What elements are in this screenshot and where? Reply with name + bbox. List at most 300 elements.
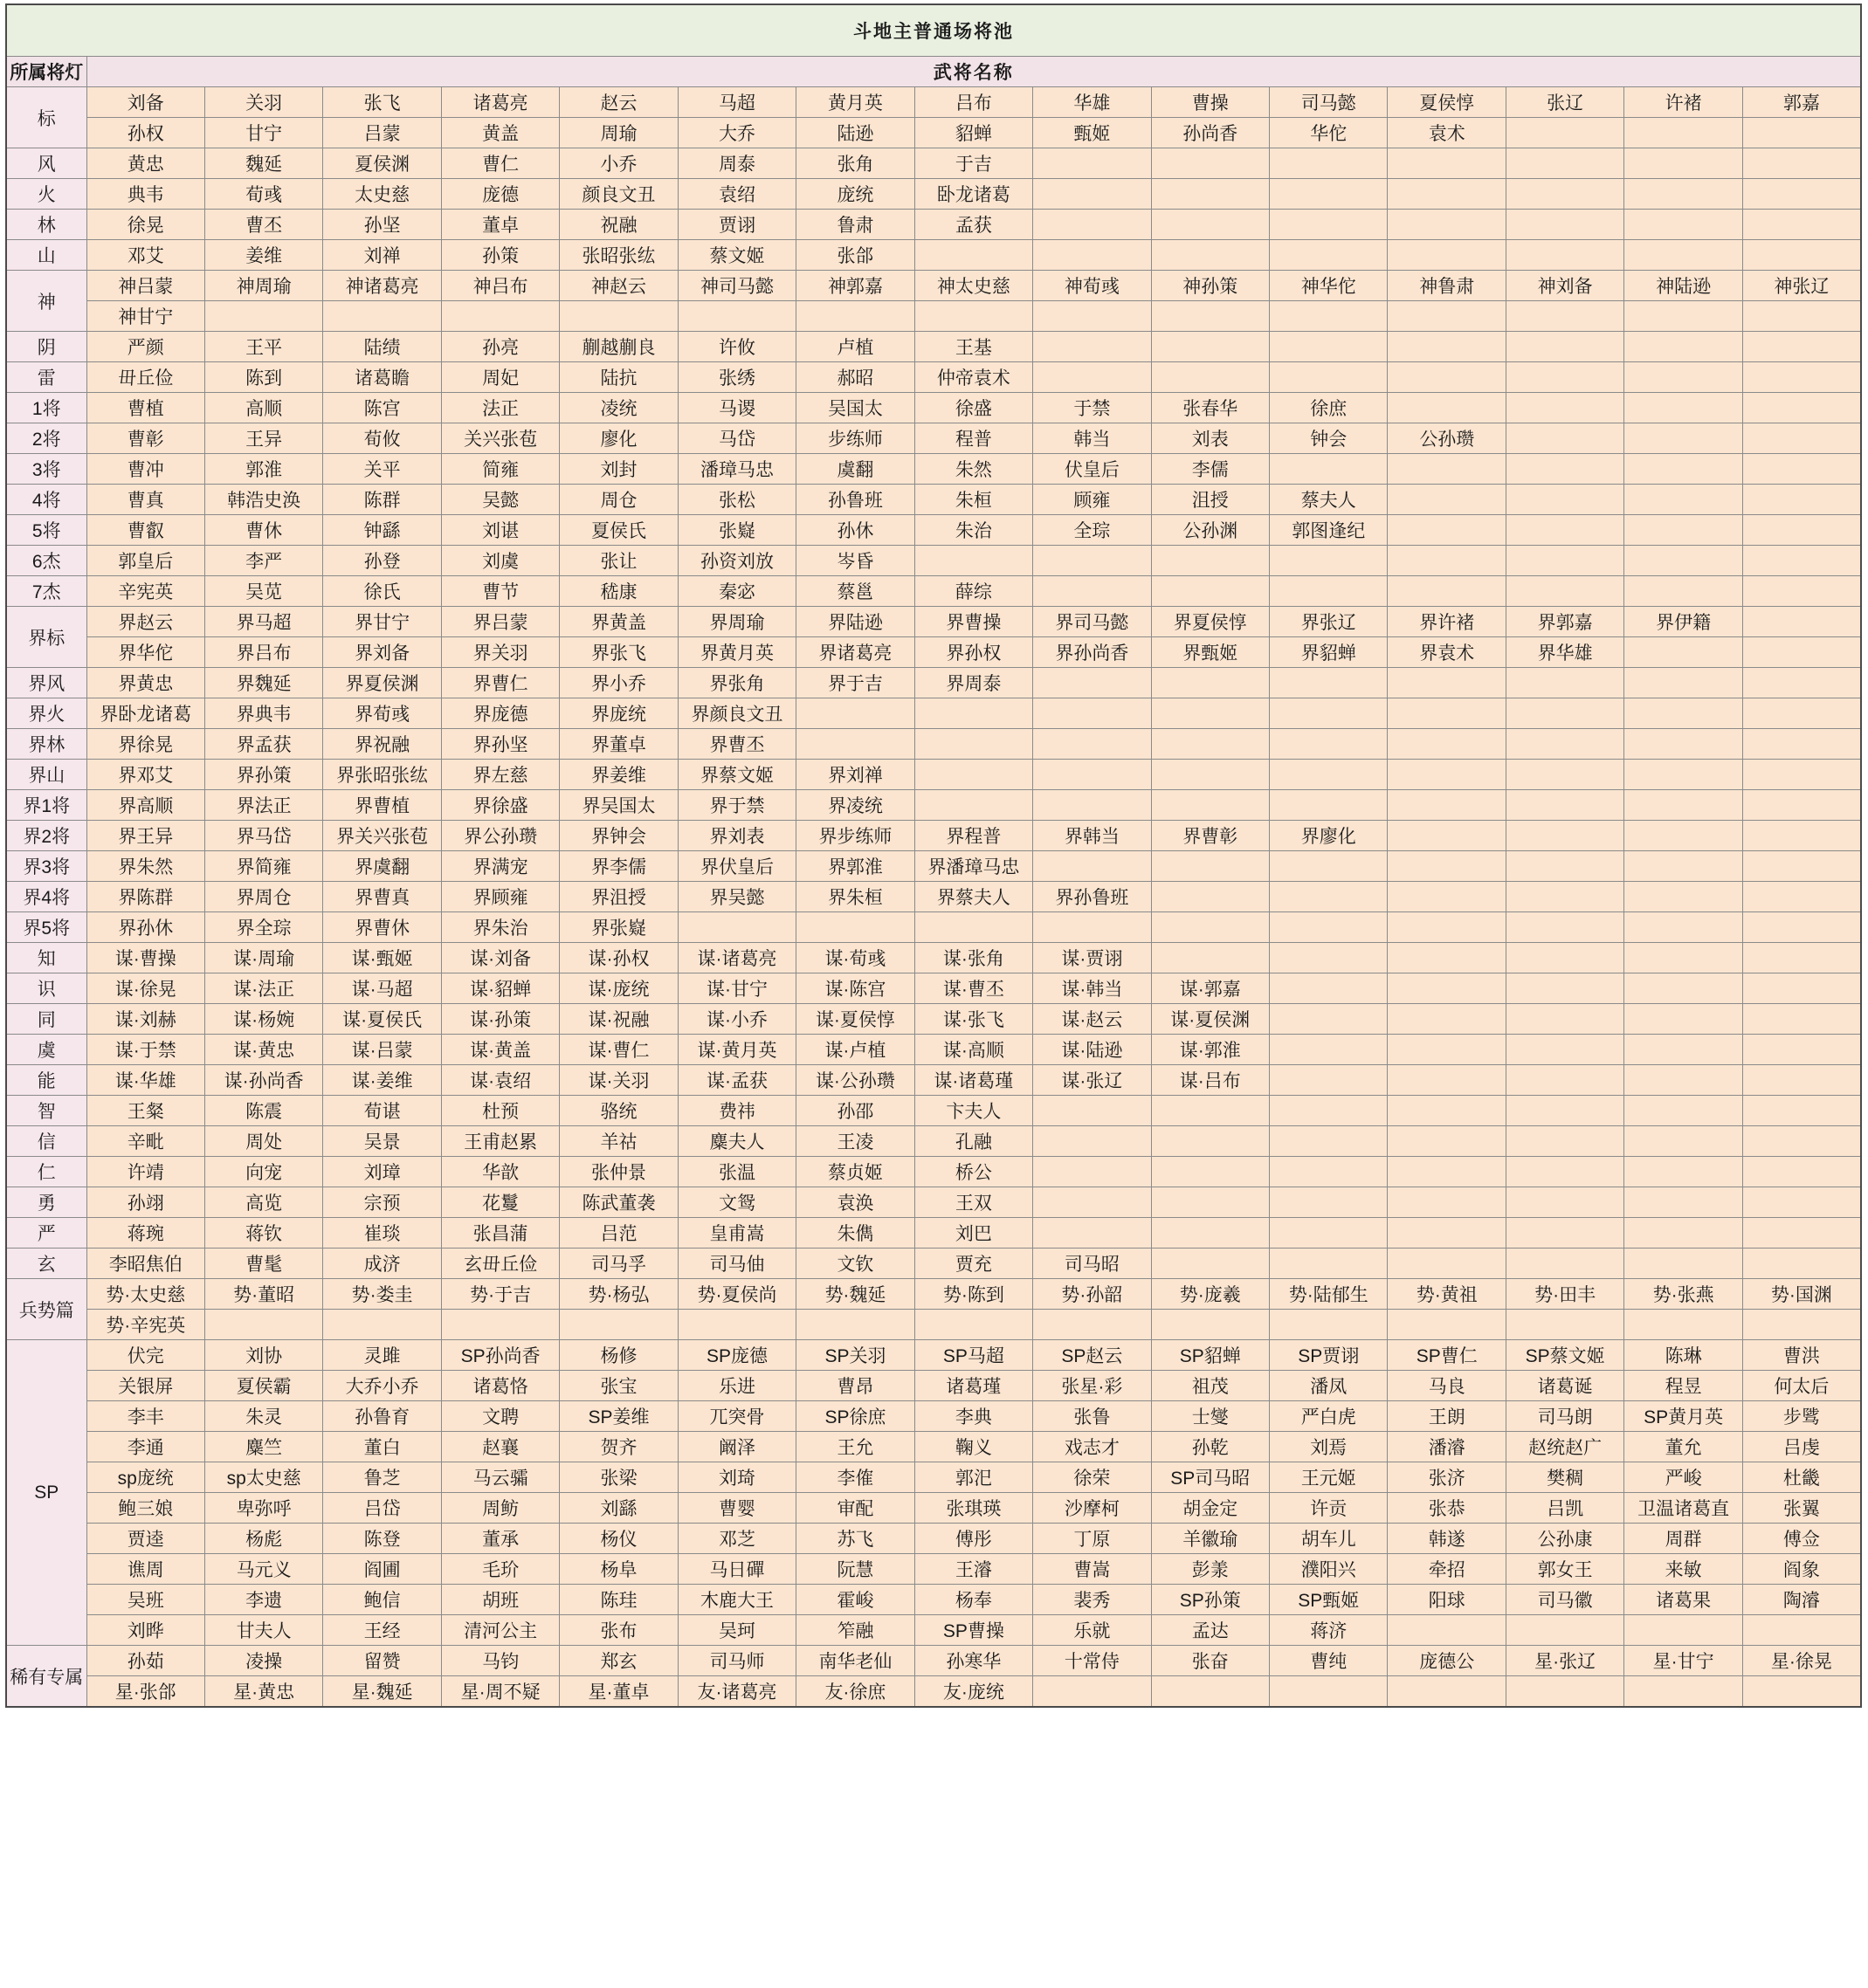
empty-cell <box>1624 698 1742 729</box>
empty-cell <box>1270 973 1388 1004</box>
hero-name-cell: 杜预 <box>441 1096 559 1126</box>
hero-name-cell: 伏皇后 <box>1033 454 1151 485</box>
hero-name-cell: 马岱 <box>678 423 796 454</box>
hero-name-cell: 谋·夏侯氏 <box>323 1004 441 1035</box>
hero-name-cell: 孟获 <box>914 210 1032 240</box>
empty-cell <box>1388 1187 1506 1218</box>
hero-name-cell: 界曹彰 <box>1151 821 1269 851</box>
hero-name-cell: 赵云 <box>560 87 678 118</box>
hero-name-cell: 文聘 <box>441 1401 559 1432</box>
hero-name-cell: 刘晔 <box>86 1615 204 1646</box>
empty-cell <box>1506 210 1623 240</box>
empty-cell <box>1270 362 1388 393</box>
hero-name-cell: 谋·姜维 <box>323 1065 441 1096</box>
table-row <box>6 821 1861 851</box>
hero-name-cell: 界徐晃 <box>86 729 204 760</box>
lamp-label-cell: 6杰 <box>6 546 86 576</box>
hero-name-cell: 诸葛瞻 <box>323 362 441 393</box>
hero-name-cell: 诸葛恪 <box>441 1371 559 1401</box>
hero-name-cell: 谋·贾诩 <box>1033 943 1151 973</box>
empty-cell <box>796 729 914 760</box>
empty-cell <box>1033 546 1151 576</box>
empty-cell <box>1033 1096 1151 1126</box>
hero-name-cell: 朱然 <box>914 454 1032 485</box>
table-row <box>6 1065 1861 1096</box>
hero-name-cell: 界高顺 <box>86 790 204 821</box>
hero-name-cell: 曹丕 <box>204 210 322 240</box>
empty-cell <box>1624 576 1742 607</box>
table-row <box>6 87 1861 118</box>
hero-name-cell: 嵇康 <box>560 576 678 607</box>
table-row <box>6 179 1861 210</box>
hero-name-cell: 濮阳兴 <box>1270 1554 1388 1585</box>
empty-cell <box>1624 729 1742 760</box>
lamp-label-cell: 信 <box>6 1126 86 1157</box>
hero-name-cell: 曹休 <box>204 515 322 546</box>
hero-name-cell: 刘表 <box>1151 423 1269 454</box>
hero-name-cell: 王异 <box>204 423 322 454</box>
empty-cell <box>1742 1065 1861 1096</box>
hero-name-cell: 谋·黄忠 <box>204 1035 322 1065</box>
hero-name-cell: 徐氏 <box>323 576 441 607</box>
table-row <box>6 546 1861 576</box>
hero-name-cell: 李遗 <box>204 1585 322 1615</box>
hero-name-cell: 势·杨弘 <box>560 1279 678 1310</box>
lamp-label-cell: 仁 <box>6 1157 86 1187</box>
hero-name-cell: 势·于吉 <box>441 1279 559 1310</box>
hero-name-cell: SP黄月英 <box>1624 1401 1742 1432</box>
empty-cell <box>1624 118 1742 148</box>
empty-cell <box>678 301 796 332</box>
hero-name-cell: 界祝融 <box>323 729 441 760</box>
hero-name-cell: SP曹仁 <box>1388 1340 1506 1371</box>
hero-name-cell: 诸葛果 <box>1624 1585 1742 1615</box>
empty-cell <box>204 301 322 332</box>
hero-name-cell: 关兴张苞 <box>441 423 559 454</box>
empty-cell <box>1506 882 1623 912</box>
hero-name-cell: 张绣 <box>678 362 796 393</box>
hero-name-cell: 张梁 <box>560 1462 678 1493</box>
table-row <box>6 1218 1861 1249</box>
hero-name-cell: 毌丘俭 <box>86 362 204 393</box>
hero-name-cell: 董卓 <box>441 210 559 240</box>
hero-name-cell: 邓芝 <box>678 1524 796 1554</box>
empty-cell <box>1151 301 1269 332</box>
hero-name-cell: 谋·于禁 <box>86 1035 204 1065</box>
hero-name-cell: 谋·夏侯惇 <box>796 1004 914 1035</box>
hero-name-cell: 界张飞 <box>560 637 678 668</box>
empty-cell <box>1742 1310 1861 1340</box>
empty-cell <box>1270 332 1388 362</box>
empty-cell <box>1624 1096 1742 1126</box>
hero-name-cell: 祖茂 <box>1151 1371 1269 1401</box>
table-row <box>6 790 1861 821</box>
hero-name-cell: 张翼 <box>1742 1493 1861 1524</box>
hero-name-cell: 马钧 <box>441 1646 559 1676</box>
hero-name-cell: 界公孙瓒 <box>441 821 559 851</box>
hero-name-cell: 严峻 <box>1624 1462 1742 1493</box>
empty-cell <box>1742 1249 1861 1279</box>
hero-name-cell: 势·董昭 <box>204 1279 322 1310</box>
table-row <box>6 1187 1861 1218</box>
hero-name-cell: 界曹休 <box>323 912 441 943</box>
hero-name-cell: 谋·郭淮 <box>1151 1035 1269 1065</box>
empty-cell <box>1506 301 1623 332</box>
hero-name-cell: 李通 <box>86 1432 204 1462</box>
hero-name-cell: 谋·关羽 <box>560 1065 678 1096</box>
hero-name-cell: 谋·徐晃 <box>86 973 204 1004</box>
empty-cell <box>1624 301 1742 332</box>
hero-name-cell: 谋·赵云 <box>1033 1004 1151 1035</box>
empty-cell <box>1506 1615 1623 1646</box>
hero-name-cell: 蒯越蒯良 <box>560 332 678 362</box>
hero-name-cell: 卧龙诸葛 <box>914 179 1032 210</box>
lamp-label-cell: 界4将 <box>6 882 86 912</box>
empty-cell <box>1506 179 1623 210</box>
hero-name-cell: 颜良文丑 <box>560 179 678 210</box>
hero-name-cell: 董允 <box>1624 1432 1742 1462</box>
hero-name-cell: 留赞 <box>323 1646 441 1676</box>
hero-name-cell: 岑昏 <box>796 546 914 576</box>
hero-name-cell: 吴懿 <box>441 485 559 515</box>
empty-cell <box>1624 882 1742 912</box>
lamp-label-cell: 界1将 <box>6 790 86 821</box>
hero-name-cell: 夏侯氏 <box>560 515 678 546</box>
hero-name-cell: 谋·孙尚香 <box>204 1065 322 1096</box>
hero-name-cell: 钟繇 <box>323 515 441 546</box>
hero-name-cell: 谋·夏侯渊 <box>1151 1004 1269 1035</box>
empty-cell <box>1033 332 1151 362</box>
empty-cell <box>1742 423 1861 454</box>
hero-name-cell: 向宠 <box>204 1157 322 1187</box>
hero-name-cell: 友·庞统 <box>914 1676 1032 1708</box>
hero-name-cell: 钟会 <box>1270 423 1388 454</box>
hero-name-cell: 刘备 <box>86 87 204 118</box>
table-row <box>6 332 1861 362</box>
empty-cell <box>1742 210 1861 240</box>
hero-name-cell: 势·田丰 <box>1506 1279 1623 1310</box>
empty-cell <box>1270 1218 1388 1249</box>
empty-cell <box>1742 332 1861 362</box>
header-row <box>6 57 1861 87</box>
hero-name-cell: 关羽 <box>204 87 322 118</box>
hero-name-cell: 陶濬 <box>1742 1585 1861 1615</box>
empty-cell <box>1388 1035 1506 1065</box>
empty-cell <box>1506 1218 1623 1249</box>
hero-name-cell: 界孙尚香 <box>1033 637 1151 668</box>
lamp-label-cell: 1将 <box>6 393 86 423</box>
lamp-label-cell: 知 <box>6 943 86 973</box>
hero-name-cell: 谋·张辽 <box>1033 1065 1151 1096</box>
hero-name-cell: 宗预 <box>323 1187 441 1218</box>
hero-name-cell: 小乔 <box>560 148 678 179</box>
hero-name-cell: 界貂蝉 <box>1270 637 1388 668</box>
hero-name-cell: 高顺 <box>204 393 322 423</box>
hero-name-cell: 谋·杨婉 <box>204 1004 322 1035</box>
hero-name-cell: 界甘宁 <box>323 607 441 637</box>
hero-name-cell: 谋·刘备 <box>441 943 559 973</box>
hero-name-cell: 貂蝉 <box>914 118 1032 148</box>
hero-name-cell: 谋·周瑜 <box>204 943 322 973</box>
hero-name-cell: 吕虔 <box>1742 1432 1861 1462</box>
hero-name-cell: 黄月英 <box>796 87 914 118</box>
hero-name-cell: 大乔 <box>678 118 796 148</box>
hero-name-cell: 贾诩 <box>678 210 796 240</box>
page-title: 斗地主普通场将池 <box>6 4 1861 57</box>
empty-cell <box>1742 454 1861 485</box>
empty-cell <box>1624 1218 1742 1249</box>
hero-name-cell: 华雄 <box>1033 87 1151 118</box>
hero-name-cell: 玄毌丘俭 <box>441 1249 559 1279</box>
hero-name-cell: 界黄忠 <box>86 668 204 698</box>
hero-name-cell: 界张嶷 <box>560 912 678 943</box>
hero-name-cell: 孙邵 <box>796 1096 914 1126</box>
hero-name-cell: 笮融 <box>796 1615 914 1646</box>
empty-cell <box>1033 210 1151 240</box>
hero-name-cell: 曹洪 <box>1742 1340 1861 1371</box>
empty-cell <box>1388 210 1506 240</box>
hero-name-cell: 界王异 <box>86 821 204 851</box>
table-row <box>6 668 1861 698</box>
hero-name-cell: 界许褚 <box>1388 607 1506 637</box>
hero-name-cell: 界钟会 <box>560 821 678 851</box>
hero-name-cell: 谋·袁绍 <box>441 1065 559 1096</box>
empty-cell <box>1270 546 1388 576</box>
empty-cell <box>1506 760 1623 790</box>
hero-name-cell: 大乔小乔 <box>323 1371 441 1401</box>
hero-name-cell: 司马朗 <box>1506 1401 1623 1432</box>
empty-cell <box>796 1310 914 1340</box>
empty-cell <box>441 301 559 332</box>
hero-name-cell: 徐庶 <box>1270 393 1388 423</box>
table-row <box>6 1401 1861 1432</box>
empty-cell <box>1624 760 1742 790</box>
hero-name-cell: 星·甘宁 <box>1624 1646 1742 1676</box>
hero-name-cell: 界张辽 <box>1270 607 1388 637</box>
empty-cell <box>1151 1218 1269 1249</box>
empty-cell <box>1151 668 1269 698</box>
hero-name-cell: 司马徽 <box>1506 1585 1623 1615</box>
hero-name-cell: 蔡贞姬 <box>796 1157 914 1187</box>
hero-name-cell: 李昭焦伯 <box>86 1249 204 1279</box>
hero-name-cell: 界简雍 <box>204 851 322 882</box>
empty-cell <box>1151 240 1269 271</box>
hero-name-cell: 谋·孙策 <box>441 1004 559 1035</box>
empty-cell <box>1624 485 1742 515</box>
hero-name-cell: 界关兴张苞 <box>323 821 441 851</box>
header-lamp-label: 所属将灯 <box>6 57 86 87</box>
hero-name-cell: 张郃 <box>796 240 914 271</box>
empty-cell <box>1151 1187 1269 1218</box>
empty-cell <box>1033 240 1151 271</box>
empty-cell <box>1270 943 1388 973</box>
empty-cell <box>1506 576 1623 607</box>
empty-cell <box>1270 1035 1388 1065</box>
empty-cell <box>1388 729 1506 760</box>
hero-name-cell: 陈震 <box>204 1096 322 1126</box>
hero-name-cell: 谋·卢植 <box>796 1035 914 1065</box>
hero-name-cell: 王濬 <box>914 1554 1032 1585</box>
hero-name-cell: 界孙策 <box>204 760 322 790</box>
hero-name-cell: 界蔡夫人 <box>914 882 1032 912</box>
table-row <box>6 210 1861 240</box>
hero-name-cell: 于吉 <box>914 148 1032 179</box>
table-row <box>6 1340 1861 1371</box>
hero-name-cell: 势·魏延 <box>796 1279 914 1310</box>
empty-cell <box>1151 546 1269 576</box>
hero-name-cell: SP曹操 <box>914 1615 1032 1646</box>
hero-name-cell: 许贡 <box>1270 1493 1388 1524</box>
hero-name-cell: 界刘禅 <box>796 760 914 790</box>
hero-name-cell: 谋·小乔 <box>678 1004 796 1035</box>
hero-name-cell: 界徐盛 <box>441 790 559 821</box>
empty-cell <box>1151 851 1269 882</box>
hero-name-cell: 王平 <box>204 332 322 362</box>
hero-name-cell: 韩浩史涣 <box>204 485 322 515</box>
hero-name-cell: 薛综 <box>914 576 1032 607</box>
table-row <box>6 1096 1861 1126</box>
hero-name-cell: 周处 <box>204 1126 322 1157</box>
empty-cell <box>1742 668 1861 698</box>
empty-cell <box>1388 179 1506 210</box>
empty-cell <box>1506 332 1623 362</box>
hero-name-cell: 周泰 <box>678 148 796 179</box>
hero-name-cell: 蔡文姬 <box>678 240 796 271</box>
hero-name-cell: 神华佗 <box>1270 271 1388 301</box>
empty-cell <box>1388 698 1506 729</box>
table-row <box>6 271 1861 301</box>
empty-cell <box>1624 362 1742 393</box>
hero-name-cell: 友·诸葛亮 <box>678 1676 796 1708</box>
hero-name-cell: 界伏皇后 <box>678 851 796 882</box>
hero-name-cell: 谋·华雄 <box>86 1065 204 1096</box>
empty-cell <box>1624 1676 1742 1708</box>
empty-cell <box>560 1310 678 1340</box>
hero-name-cell: 黄盖 <box>441 118 559 148</box>
hero-name-cell: 界左慈 <box>441 760 559 790</box>
empty-cell <box>1270 790 1388 821</box>
empty-cell <box>1742 301 1861 332</box>
empty-cell <box>1388 1004 1506 1035</box>
empty-cell <box>1506 851 1623 882</box>
empty-cell <box>1506 1035 1623 1065</box>
empty-cell <box>1388 1065 1506 1096</box>
hero-name-cell: 孙权 <box>86 118 204 148</box>
empty-cell <box>1506 148 1623 179</box>
hero-name-cell: 南华老仙 <box>796 1646 914 1676</box>
empty-cell <box>1742 546 1861 576</box>
hero-name-cell: 桥公 <box>914 1157 1032 1187</box>
hero-name-cell: 荀彧 <box>204 179 322 210</box>
hero-name-cell: 杨奉 <box>914 1585 1032 1615</box>
hero-name-cell: 潘濬 <box>1388 1432 1506 1462</box>
empty-cell <box>796 698 914 729</box>
hero-name-cell: 庞德 <box>441 179 559 210</box>
hero-name-cell: SP徐庶 <box>796 1401 914 1432</box>
table-row <box>6 1554 1861 1585</box>
empty-cell <box>1151 1249 1269 1279</box>
hero-name-cell: 阮慧 <box>796 1554 914 1585</box>
table-row <box>6 607 1861 637</box>
hero-name-cell: 甘宁 <box>204 118 322 148</box>
empty-cell <box>1506 485 1623 515</box>
table-row <box>6 760 1861 790</box>
hero-name-cell: 徐盛 <box>914 393 1032 423</box>
hero-name-cell: 神荀彧 <box>1033 271 1151 301</box>
hero-name-cell: 谋·曹操 <box>86 943 204 973</box>
table-row <box>6 485 1861 515</box>
hero-name-cell: 太史慈 <box>323 179 441 210</box>
table-row <box>6 1157 1861 1187</box>
hero-name-cell: 刘谌 <box>441 515 559 546</box>
hero-name-cell: 界夏侯渊 <box>323 668 441 698</box>
hero-name-cell: 孙翊 <box>86 1187 204 1218</box>
empty-cell <box>1742 179 1861 210</box>
hero-name-cell: 曹彰 <box>86 423 204 454</box>
hero-name-cell: 势·娄圭 <box>323 1279 441 1310</box>
table-row <box>6 1585 1861 1615</box>
empty-cell <box>1033 698 1151 729</box>
hero-name-cell: 华佗 <box>1270 118 1388 148</box>
empty-cell <box>1270 1676 1388 1708</box>
hero-name-cell: 十常侍 <box>1033 1646 1151 1676</box>
hero-name-cell: 王元姬 <box>1270 1462 1388 1493</box>
empty-cell <box>1624 668 1742 698</box>
empty-cell <box>1388 973 1506 1004</box>
hero-name-cell: 界庞德 <box>441 698 559 729</box>
hero-name-cell: 界孙鲁班 <box>1033 882 1151 912</box>
hero-name-cell: 刘焉 <box>1270 1432 1388 1462</box>
hero-name-cell: 凌操 <box>204 1646 322 1676</box>
hero-name-cell: 界荀彧 <box>323 698 441 729</box>
empty-cell <box>1388 362 1506 393</box>
hero-name-cell: 谋·刘赫 <box>86 1004 204 1035</box>
hero-name-cell: 夏侯惇 <box>1388 87 1506 118</box>
table-row <box>6 148 1861 179</box>
hero-name-cell: 祝融 <box>560 210 678 240</box>
hero-name-cell: 韩遂 <box>1388 1524 1506 1554</box>
hero-name-cell: 阎圃 <box>323 1554 441 1585</box>
hero-name-cell: 王基 <box>914 332 1032 362</box>
empty-cell <box>1506 1157 1623 1187</box>
hero-name-cell: 界凌统 <box>796 790 914 821</box>
hero-name-cell: 袁绍 <box>678 179 796 210</box>
lamp-label-cell: 能 <box>6 1065 86 1096</box>
empty-cell <box>1151 1096 1269 1126</box>
hero-name-cell: 星·张辽 <box>1506 1646 1623 1676</box>
hero-name-cell: 谋·黄盖 <box>441 1035 559 1065</box>
hero-name-cell: 步练师 <box>796 423 914 454</box>
hero-name-cell: 许攸 <box>678 332 796 362</box>
hero-name-cell: 神郭嘉 <box>796 271 914 301</box>
hero-name-cell: SP贾诩 <box>1270 1340 1388 1371</box>
empty-cell <box>1624 1310 1742 1340</box>
empty-cell <box>441 1310 559 1340</box>
hero-name-cell: 刘封 <box>560 454 678 485</box>
hero-name-cell: 羊祜 <box>560 1126 678 1157</box>
lamp-label-cell: 严 <box>6 1218 86 1249</box>
hero-name-cell: 刘巴 <box>914 1218 1032 1249</box>
hero-name-cell: 界孙权 <box>914 637 1032 668</box>
hero-name-cell: 界典韦 <box>204 698 322 729</box>
empty-cell <box>204 1310 322 1340</box>
hero-name-cell: 界吴懿 <box>678 882 796 912</box>
hero-name-cell: 花鬘 <box>441 1187 559 1218</box>
empty-cell <box>1388 760 1506 790</box>
hero-name-cell: 审配 <box>796 1493 914 1524</box>
empty-cell <box>1506 240 1623 271</box>
hero-name-cell: 界陈群 <box>86 882 204 912</box>
